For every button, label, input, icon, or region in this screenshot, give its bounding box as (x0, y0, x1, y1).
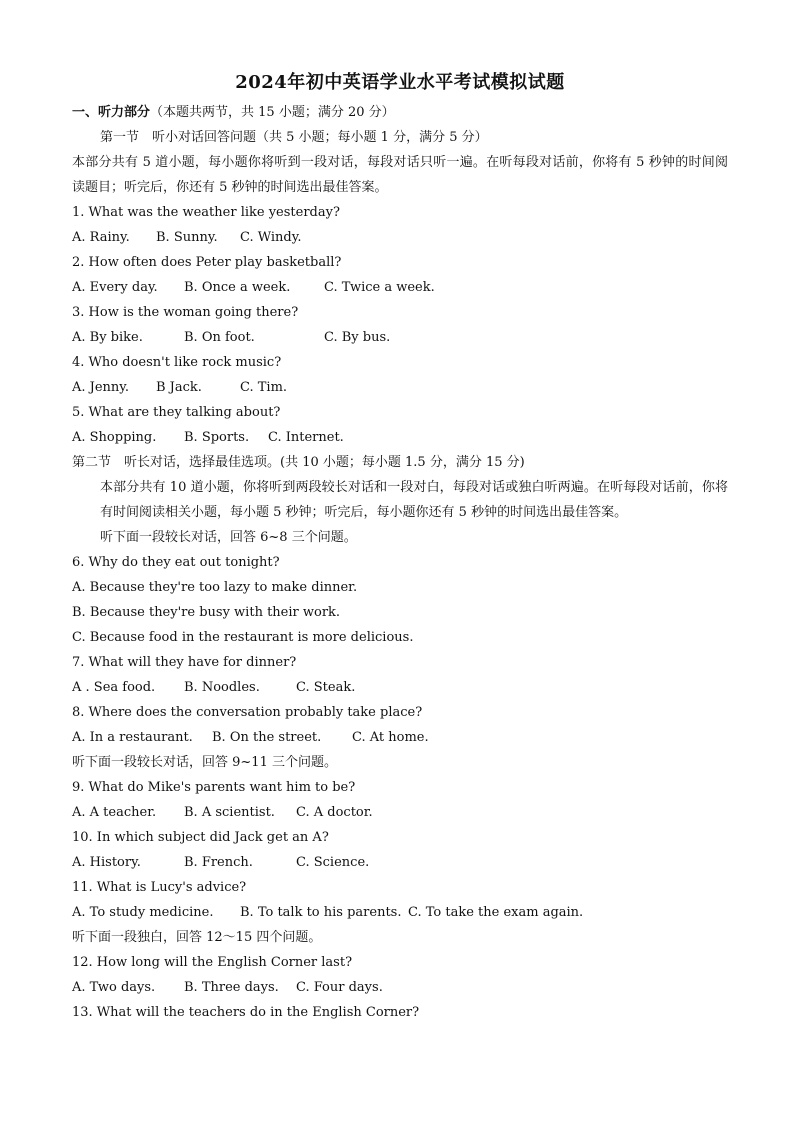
question-1: 1. What was the weather like yesterday? (72, 205, 340, 220)
options-4 (72, 375, 728, 400)
option-5b[interactable]: B. Sports. (184, 430, 250, 445)
part1-note: （本题共两节，共 15 小题；满分 20 分） (150, 105, 395, 120)
question-2: 2. How often does Peter play basketball? (72, 255, 342, 270)
section1-instructions: 本部分共有 5 道小题，每小题你将听到一段对话，每段对话只听一遍。在听每段对话前，你将有 5 秒钟的时间阅读题目；听完后，你还有 5 秒钟的时间选出最佳答案。 (72, 155, 728, 195)
option-6b[interactable]: B. Because they're busy with their work. (72, 605, 341, 620)
option-5a[interactable]: A. Shopping. (72, 430, 157, 445)
part1-heading-line (72, 100, 728, 125)
option-6a[interactable]: A. Because they're too lazy to make dinner. (72, 580, 358, 595)
option-3c[interactable]: C. By bus. (324, 330, 391, 345)
question-8: 8. Where does the conversation probably take place? (72, 705, 423, 720)
option-12a[interactable]: A. Two days. (72, 980, 156, 995)
question-10: 10. In which subject did Jack get an A? (72, 830, 329, 845)
option-2b[interactable]: B. Once a week. (184, 280, 291, 295)
option-7b[interactable]: B. Noodles. (184, 680, 260, 695)
option-12c[interactable]: C. Four days. (296, 980, 383, 995)
option-1b[interactable]: B. Sunny. (156, 230, 218, 245)
question-11: 11. What is Lucy's advice? (72, 880, 247, 895)
listen-prompt-9-11: 听下面一段较长对话，回答 9~11 三个问题。 (72, 755, 337, 770)
option-11b[interactable]: B. To talk to his parents. (240, 905, 402, 920)
option-1a[interactable]: A. Rainy. (72, 230, 130, 245)
options-3 (72, 325, 728, 350)
option-10a[interactable]: A. History. (72, 855, 141, 870)
section1-heading: 第一节 听小对话回答问题（共 5 小题；每小题 1 分，满分 5 分） (100, 130, 488, 145)
question-3: 3. How is the woman going there? (72, 305, 299, 320)
option-8a[interactable]: A. In a restaurant. (72, 730, 193, 745)
option-9a[interactable]: A. A teacher. (72, 805, 157, 820)
options-1 (72, 225, 728, 250)
options-7 (72, 675, 728, 700)
option-12b[interactable]: B. Three days. (184, 980, 279, 995)
options-12 (72, 975, 728, 1000)
question-9: 9. What do Mike's parents want him to be? (72, 780, 356, 795)
option-9c[interactable]: C. A doctor. (296, 805, 373, 820)
section2-heading: 第二节 听长对话，选择最佳选项。(共 10 小题；每小题 1.5 分，满分 15 分) (72, 455, 525, 470)
option-8b[interactable]: B. On the street. (212, 730, 322, 745)
option-6c[interactable]: C. Because food in the restaurant is more delicious. (72, 630, 414, 645)
option-7a[interactable]: A . Sea food. (72, 680, 156, 695)
option-5c[interactable]: C. Internet. (268, 430, 344, 445)
options-5 (72, 425, 728, 450)
option-10c[interactable]: C. Science. (296, 855, 370, 870)
options-2 (72, 275, 728, 300)
option-3b[interactable]: B. On foot. (184, 330, 255, 345)
option-9b[interactable]: B. A scientist. (184, 805, 275, 820)
option-2c[interactable]: C. Twice a week. (324, 280, 435, 295)
part1-heading: 一、听力部分 (72, 105, 151, 120)
listen-prompt-6-8: 听下面一段较长对话，回答 6~8 三个问题。 (100, 530, 357, 545)
option-10b[interactable]: B. French. (184, 855, 253, 870)
option-2a[interactable]: A. Every day. (72, 280, 158, 295)
option-1c[interactable]: C. Windy. (240, 230, 302, 245)
exam-page (72, 70, 728, 1025)
option-7c[interactable]: C. Steak. (296, 680, 356, 695)
options-8 (72, 725, 728, 750)
question-7: 7. What will they have for dinner? (72, 655, 297, 670)
option-8c[interactable]: C. At home. (352, 730, 429, 745)
question-5: 5. What are they talking about? (72, 405, 281, 420)
option-4b[interactable]: B Jack. (156, 380, 202, 395)
option-3a[interactable]: A. By bike. (72, 330, 143, 345)
question-6: 6. Why do they eat out tonight? (72, 555, 280, 570)
option-4a[interactable]: A. Jenny. (72, 380, 130, 395)
options-11 (72, 900, 728, 925)
question-12: 12. How long will the English Corner last? (72, 955, 353, 970)
listen-prompt-12-15: 听下面一段独白，回答 12～15 四个问题。 (72, 930, 322, 945)
question-13: 13. What will the teachers do in the English Corner? (72, 1005, 420, 1020)
option-11c[interactable]: C. To take the exam again. (408, 905, 584, 920)
option-4c[interactable]: C. Tim. (240, 380, 288, 395)
section2-instructions: 本部分共有 10 道小题，你将听到两段较长对话和一段对白，每段对话或独白听两遍。在听每段对话前，你将有时间阅读相关小题，每小题 5 秒钟；听完后，每小题你还有 5 秒钟的时间选出最佳答案。 (100, 480, 728, 520)
page-title: 2024年初中英语学业水平考试模拟试题 (235, 72, 565, 93)
question-4: 4. Who doesn't like rock music? (72, 355, 282, 370)
options-9 (72, 800, 728, 825)
option-11a[interactable]: A. To study medicine. (72, 905, 214, 920)
options-10 (72, 850, 728, 875)
